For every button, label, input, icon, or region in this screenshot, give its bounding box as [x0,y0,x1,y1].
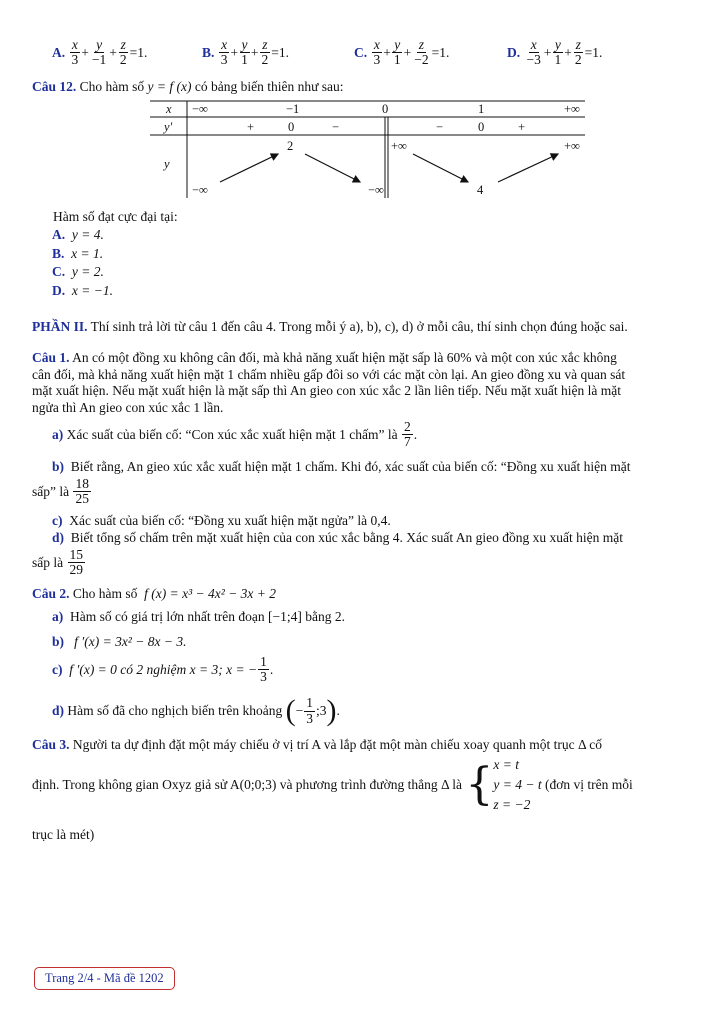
paren-open: ( [285,694,296,727]
frac: $\frac{2}{7}$ [404,419,411,450]
q12-stem: Câu 12. Cho hàm số y = f (x) có bảng biến thiên như sau: [32,79,344,94]
q11-option-c[interactable]: C. $\frac{x}{3}$ + $\frac{y}{1}$ + $\frac{z}{-2}$ =1. [354,37,450,68]
frac: $\frac{z}{-2}$ [414,37,429,68]
arrow-up-icon [220,154,278,182]
c3-line1: Câu 3. Người ta dự định đặt một máy chiếu ở vị trí A và lắp đặt một màn chiếu xoay quanh một trục Δ cố [32,737,603,752]
c2-stem: Câu 2. Cho hàm số f (x) = x³ − 4x² − 3x + 2 [32,586,277,601]
frac: $\frac{y}{1}$ [393,37,401,68]
q12-option-b[interactable]: B. x = 1. [52,245,104,261]
q12-option-c[interactable]: C. y = 2. [52,264,104,279]
frac: $\frac{z}{2}$ [574,37,582,68]
frac: $\frac{y}{-1}$ [91,37,107,68]
line-system: x = t y = 4 − t z = −2 [493,757,542,812]
variation-table [150,100,590,200]
table-y-val: +∞ [391,139,407,153]
table-x-val: −1 [286,102,300,116]
table-sign: − [332,120,340,134]
q11-option-d[interactable]: D. $\frac{x}{-3}$ + $\frac{y}{1}$ + $\frac{z}{2}$ =1. [507,37,603,68]
c2-c[interactable]: c) f ′(x) = 0 có 2 nghiệm x = 3; x = − $\frac{1}{3}$ . [52,654,274,685]
table-sign: 0 [288,120,295,134]
brace: { [465,759,494,810]
c1-stem: Câu 1. An có một đồng xu không cân đối, mà khả năng xuất hiện mặt sấp là 60% và một con xúc xắc không cân đối, mà khả năng xuất hiện mặt 1 chấm nhiều gấp đôi so với các mặt còn lại. An gieo đồng xu và quan sát mặt xuất hiện. Nếu mặt xuất hiện là mặt sấp thì An gieo con xúc xắc 2 lần liên tiếp. Nếu mặt xuất hiện là mặt ngửa thì An gieo con xúc xắc 1 lần. [32,350,626,415]
frac: $\frac{15}{29}$ [69,547,83,578]
c1-c[interactable]: c) Xác suất của biến cố: “Đồng xu xuất hiện mặt ngửa” là 0,4. [52,513,391,528]
table-y-val: +∞ [564,139,580,153]
table-sign: + [518,120,526,134]
table-y-val: 2 [287,139,294,153]
c1-a[interactable]: a) Xác suất của biến cố: “Con xúc xắc xuất hiện mặt 1 chấm” là $\frac{2}{7}$ . [52,419,418,450]
table-x-label: x [166,102,172,116]
c3-line2: định. Trong không gian Oxyz giả sử A(0;0;3) và phương trình đường thẳng Δ là { x = t y = 4 − t z = −2 (đơn vị trên mỗi [32,755,694,815]
table-sign: + [247,120,255,134]
q12-prompt: Hàm số đạt cực đại tại: [53,209,178,224]
c1-d[interactable]: d) Biết tổng số chấm trên mặt xuất hiện của con xúc xắc bằng 4. Xác suất An gieo đồng xu xuất hiện mặt sấp là $\frac{15}{29}$ [32,530,623,578]
table-y-label: y [164,157,170,171]
c2-b[interactable]: b) f ′(x) = 3x² − 8x − 3. [52,634,187,649]
frac: $\frac{1}{3}$ [306,695,313,726]
table-y-val: −∞ [192,183,208,197]
table-y-val: −∞ [368,183,384,197]
table-x-val: 0 [382,102,389,116]
arrow-down-icon [305,154,360,182]
c2-a[interactable]: a) Hàm số có giá trị lớn nhất trên đoạn [−1;4] bằng 2. [52,609,345,624]
frac: $\frac{z}{2}$ [261,37,269,68]
frac: $\frac{x}{3}$ [373,37,381,68]
c1-b[interactable]: b) Biết rằng, An gieo xúc xắc xuất hiện mặt 1 chấm. Khi đó, xác suất của biến cố: “Đồng xu xuất hiện mặt sấp” là $\frac{18}{25}$ [32,459,631,507]
part2-heading: PHẦN II. Thí sinh trả lời từ câu 1 đến câu 4. Trong mỗi ý a), b), c), d) ở mỗi câu, thí sinh chọn đúng hoặc sai. [32,319,628,334]
q12-option-d[interactable]: D. x = −1. [52,282,113,298]
table-yprime-label: y' [164,120,173,134]
table-x-val: 1 [478,102,485,116]
q11-options-row [52,38,657,67]
q11-option-a[interactable]: A. $\frac{x}{3}$ + $\frac{y}{-1}$ + $\frac{z}{2}$ =1. [52,37,148,68]
frac: $\frac{y}{1}$ [241,37,248,68]
page-footer: Trang 2/4 - Mã đề 1202 [34,967,175,990]
q12-options [52,226,113,300]
frac: $\frac{1}{3}$ [260,654,267,685]
table-x-val: +∞ [564,102,580,116]
frac: $\frac{x}{-3}$ [526,37,541,68]
arrow-down-icon [413,154,468,182]
table-y-val: 4 [477,183,484,197]
q11-option-b[interactable]: B. $\frac{x}{3}$ + $\frac{y}{1}$ + $\frac{z}{2}$ =1. [202,37,290,68]
frac: $\frac{x}{3}$ [71,37,79,68]
table-sign: − [436,120,444,134]
paren-close: ) [326,694,337,727]
table-sign: 0 [478,120,485,134]
arrow-up-icon [498,154,558,182]
frac: $\frac{x}{3}$ [220,37,228,68]
frac: $\frac{y}{1}$ [554,37,562,68]
table-x-val: −∞ [192,102,208,116]
frac: $\frac{z}{2}$ [119,37,127,68]
frac: $\frac{18}{25}$ [75,476,89,507]
c2-d[interactable]: d) Hàm số đã cho nghịch biến trên khoảng ( − $\frac{1}{3}$ ;3 ) . [52,694,340,727]
q12-option-a[interactable]: A. y = 4. [52,227,104,242]
c3-line3: trục là mét) [32,827,95,842]
